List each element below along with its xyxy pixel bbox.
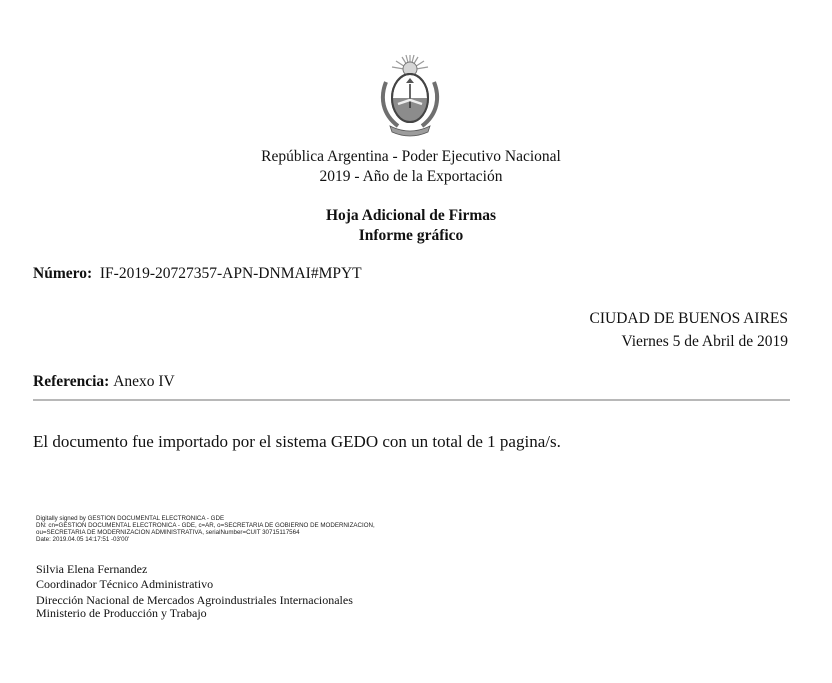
city: CIUDAD DE BUENOS AIRES bbox=[589, 310, 788, 327]
signature-meta-line: Date: 2019.04.05 14:17:51 -03'00' bbox=[36, 536, 130, 543]
numero-value: IF-2019-20727357-APN-DNMAI#MPYT bbox=[99, 265, 362, 282]
header-line-2: 2019 - Año de la Exportación bbox=[319, 168, 503, 185]
date: Viernes 5 de Abril de 2019 bbox=[621, 333, 788, 350]
numero-row bbox=[33, 265, 362, 283]
numero-label: Número: bbox=[33, 265, 93, 282]
signer-ministry: Ministerio de Producción y Trabajo bbox=[36, 606, 207, 620]
divider-line bbox=[33, 399, 790, 401]
document-subtitle: Informe gráfico bbox=[358, 227, 464, 244]
coat-of-arms-emblem bbox=[376, 52, 444, 142]
referencia-row bbox=[33, 373, 175, 391]
body-text: El documento fue importado por el sistema GEDO con un total de 1 pagina/s. bbox=[33, 432, 561, 451]
referencia-label: Referencia: bbox=[33, 373, 110, 390]
signature-meta-line: Digitally signed by GESTION DOCUMENTAL ELECTRONICA - GDE bbox=[36, 515, 225, 522]
header-line-1: República Argentina - Poder Ejecutivo Nacional bbox=[261, 148, 561, 165]
document-title: Hoja Adicional de Firmas bbox=[325, 207, 497, 224]
signature-meta-line: DN: cn=GESTION DOCUMENTAL ELECTRONICA - GDE, c=AR, o=SECRETARIA DE GOBIERNO DE MODERNIZACION, bbox=[36, 522, 375, 529]
signer-name: Silvia Elena Fernandez bbox=[36, 562, 148, 576]
signer-position: Coordinador Técnico Administrativo bbox=[36, 577, 214, 591]
signer-office: Dirección Nacional de Mercados Agroindustriales Internacionales bbox=[36, 593, 353, 607]
signature-meta-line: ou=SECRETARIA DE MODERNIZACION ADMINISTRATIVA, serialNumber=CUIT 30715117564 bbox=[36, 529, 300, 536]
referencia-value: Anexo IV bbox=[113, 373, 175, 390]
